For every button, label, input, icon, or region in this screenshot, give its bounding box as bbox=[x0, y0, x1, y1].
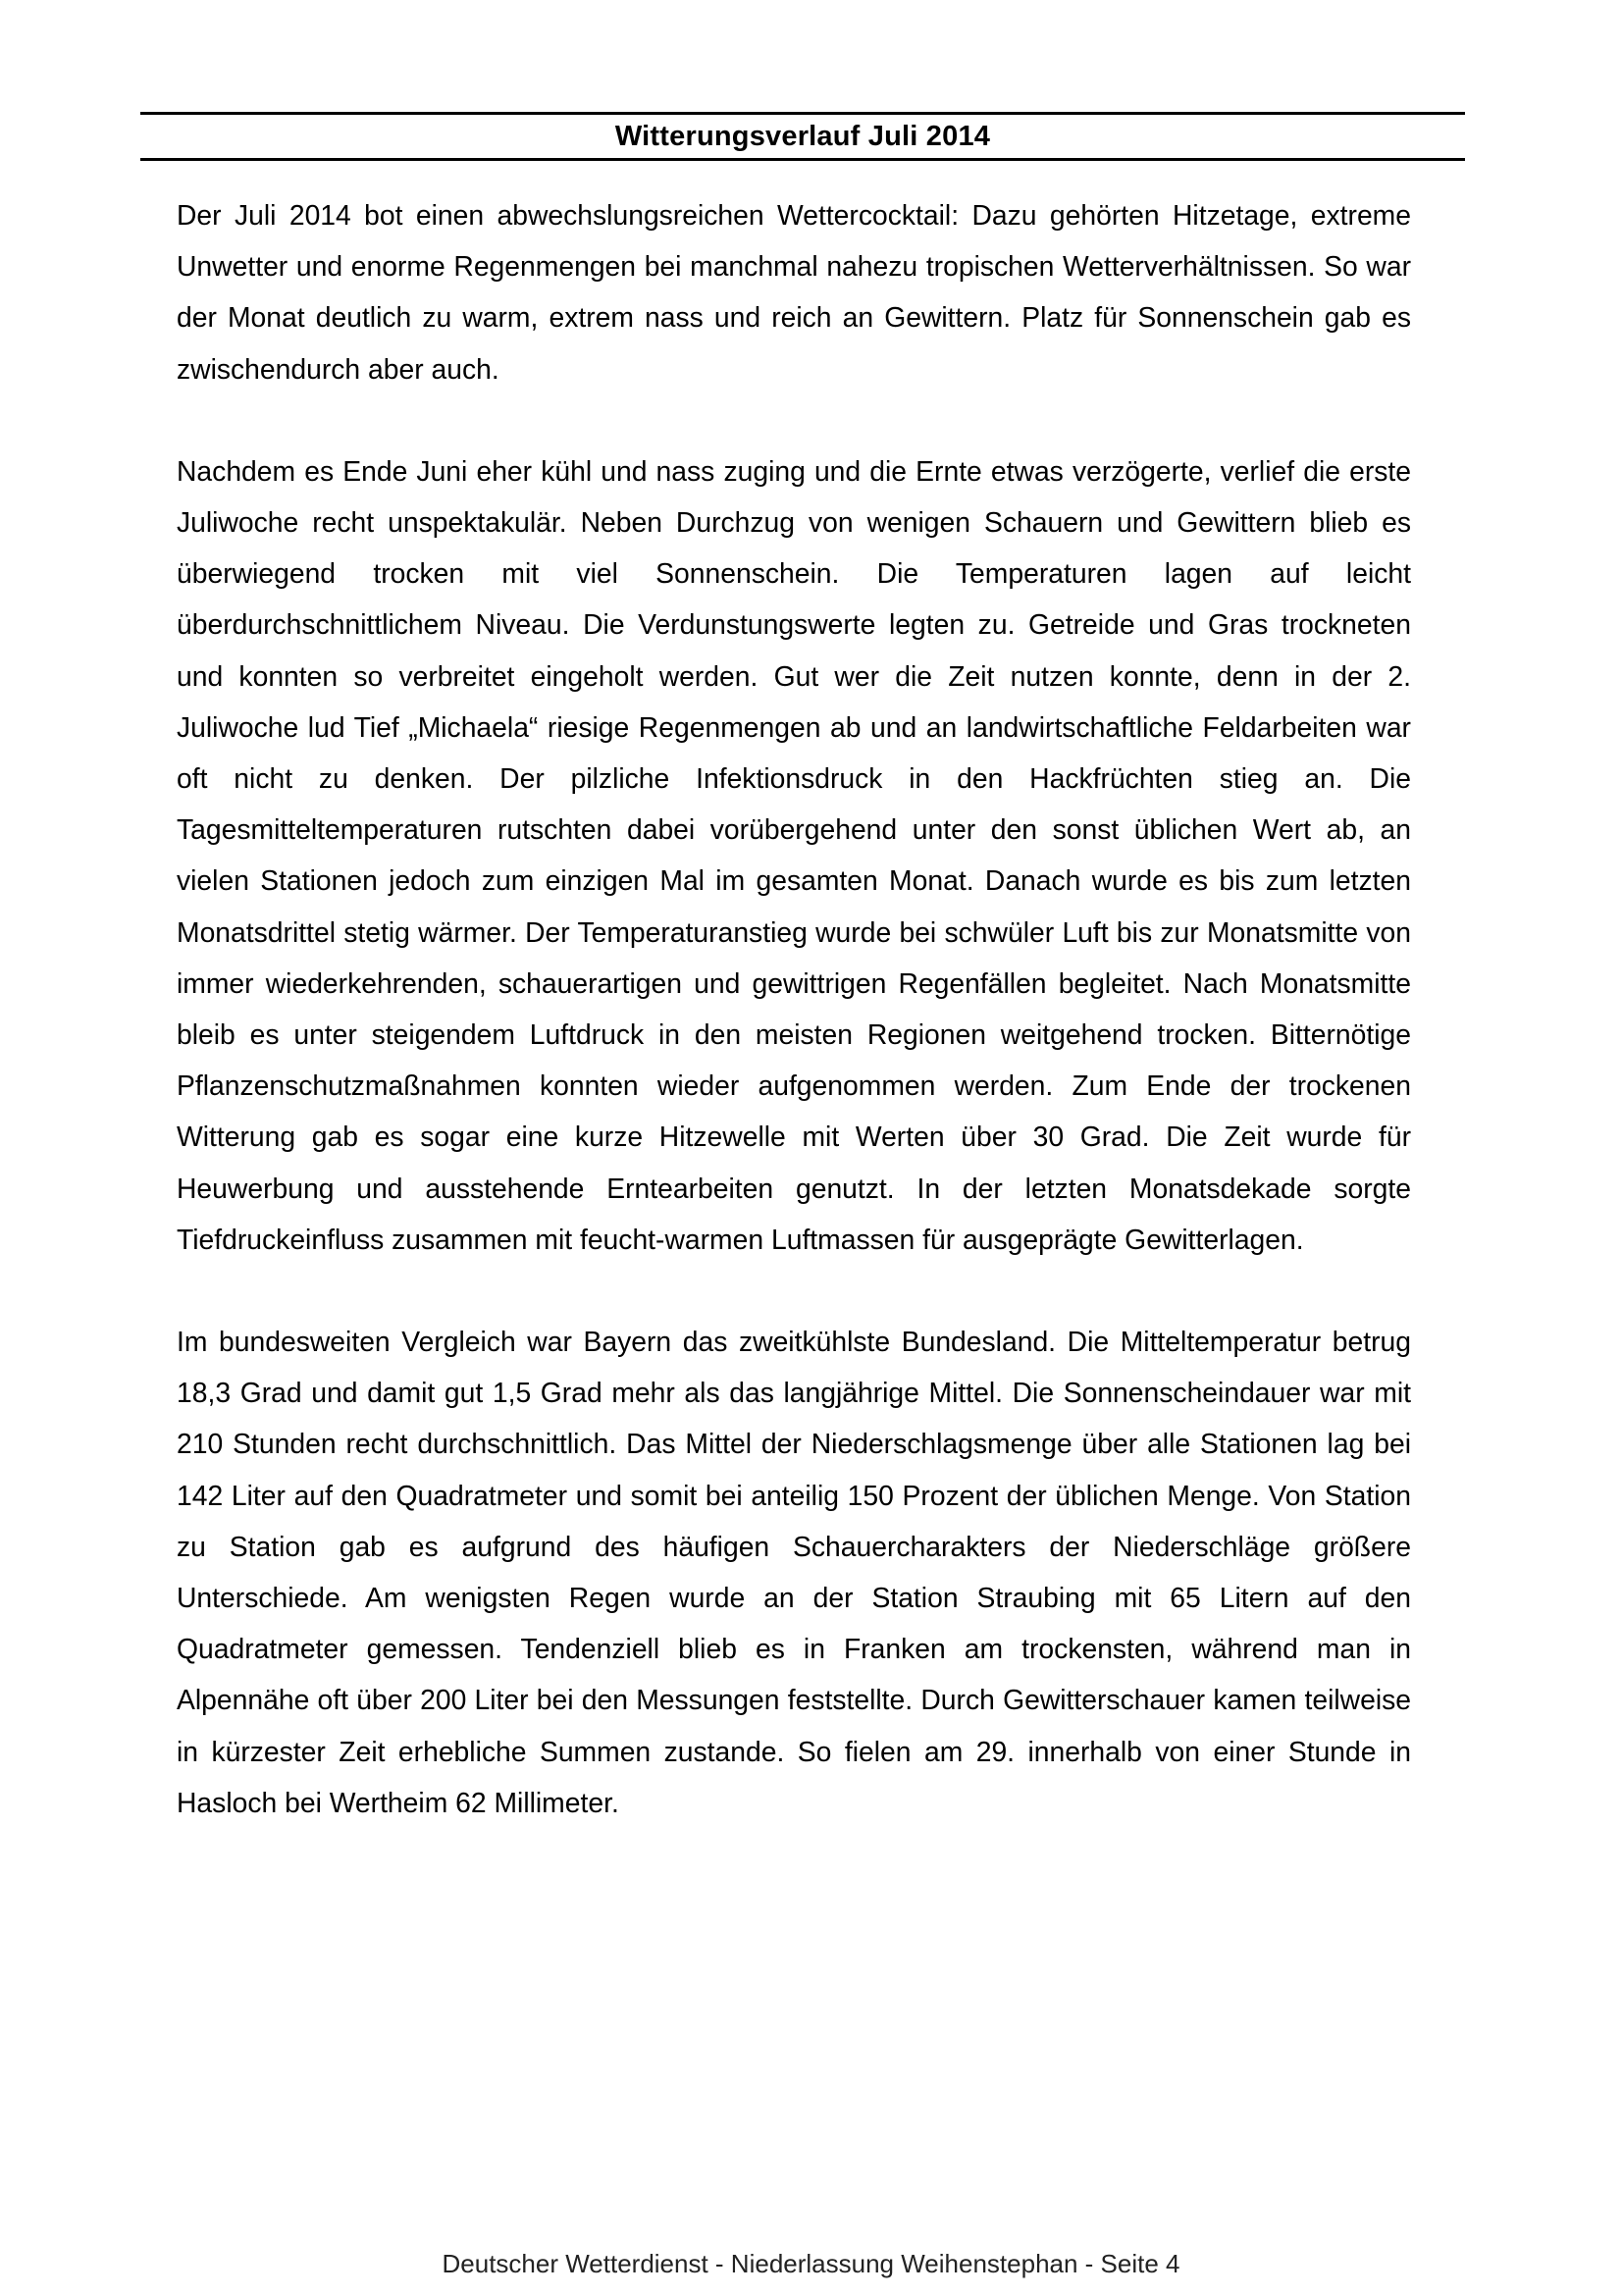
page-footer: Deutscher Wetterdienst - Niederlassung Weihenstephan - Seite 4 bbox=[442, 2249, 1180, 2278]
paragraph-course: Nachdem es Ende Juni eher kühl und nass zuging und die Ernte etwas verzögerte, verlief die erste Juliwoche recht unspektakulär. Neben Durchzug von wenigen Schauern und Gewittern blieb es überwiegend trocken mit viel Sonnenschein. Die Temperaturen lagen auf leicht überdurchschnittlichem Niveau. Die Verdunstungswerte legten zu. Getreide und Gras trockneten und konnten so verbreitet eingeholt werden. Gut wer die Zeit nutzen konnte, denn in der 2. Juliwoche lud Tief „Michaela“ riesige Regenmengen ab und an landwirtschaftliche Feldarbeiten war oft nicht zu denken. Der pilzliche Infektionsdruck in den Hackfrüchten stieg an. Die Tagesmitteltemperaturen rutschten dabei vorübergehend unter den sonst üblichen Wert ab, an vielen Stationen jedoch zum einzigen Mal im gesamten Monat. Danach wurde es bis zum letzten Monatsdrittel stetig wärmer. Der Temperaturanstieg wurde bei schwüler Luft bis zur Monatsmitte von immer wiederkehrenden, schauerartigen und gewittrigen Regenfällen begleitet. Nach Monatsmitte bleib es unter steigendem Luftdruck in den meisten Regionen weitgehend trocken. Bitternötige Pflanzenschutzmaßnahmen konnten wieder aufgenommen werden. Zum Ende der trockenen Witterung gab es sogar eine kurze Hitzewelle mit Werten über 30 Grad. Die Zeit wurde für Heuwerbung und ausstehende Erntearbeiten genutzt. In der letzten Monatsdekade sorgte Tiefdruckeinfluss zusammen mit feucht-warmen Luftmassen für ausgeprägte Gewitterlagen. bbox=[177, 454, 1411, 1255]
paragraph-comparison: Im bundesweiten Vergleich war Bayern das zweitkühlste Bundesland. Die Mitteltemperatur betrug 18,3 Grad und damit gut 1,5 Grad mehr als das langjährige Mittel. Die Sonnenscheindauer war mit 210 Stunden recht durchschnittlich. Das Mittel der Niederschlagsmenge über alle Stationen lag bei 142 Liter auf den Quadratmeter und somit bei anteilig 150 Prozent der üblichen Menge. Von Station zu Station gab es aufgrund des häufigen Schauercharakters der Niederschläge größere Unterschiede. Am wenigsten Regen wurde an der Station Straubing mit 65 Litern auf den Quadratmeter gemessen. Tendenziell blieb es in Franken am trockensten, während man in Alpennähe oft über 200 Liter bei den Messungen feststellte. Durch Gewitterschauer kamen teilweise in kürzester Zeit erhebliche Summen zustande. So fielen am 29. innerhalb von einer Stunde in Hasloch bei Wertheim 62 Millimeter. bbox=[177, 1326, 1411, 1818]
paragraph-intro: Der Juli 2014 bot einen abwechslungsreichen Wettercocktail: Dazu gehörten Hitzetage, extreme Unwetter und enorme Regenmengen bei manchmal nahezu tropischen Wetterverhältnissen. So war der Monat deutlich zu warm, extrem nass und reich an Gewittern. Platz für Sonnenschein gab es zwischendurch aber auch. bbox=[177, 199, 1411, 385]
body-text bbox=[177, 189, 1411, 1879]
page-title: Witterungsverlauf Juli 2014 bbox=[614, 120, 991, 152]
page-header bbox=[140, 112, 1465, 161]
